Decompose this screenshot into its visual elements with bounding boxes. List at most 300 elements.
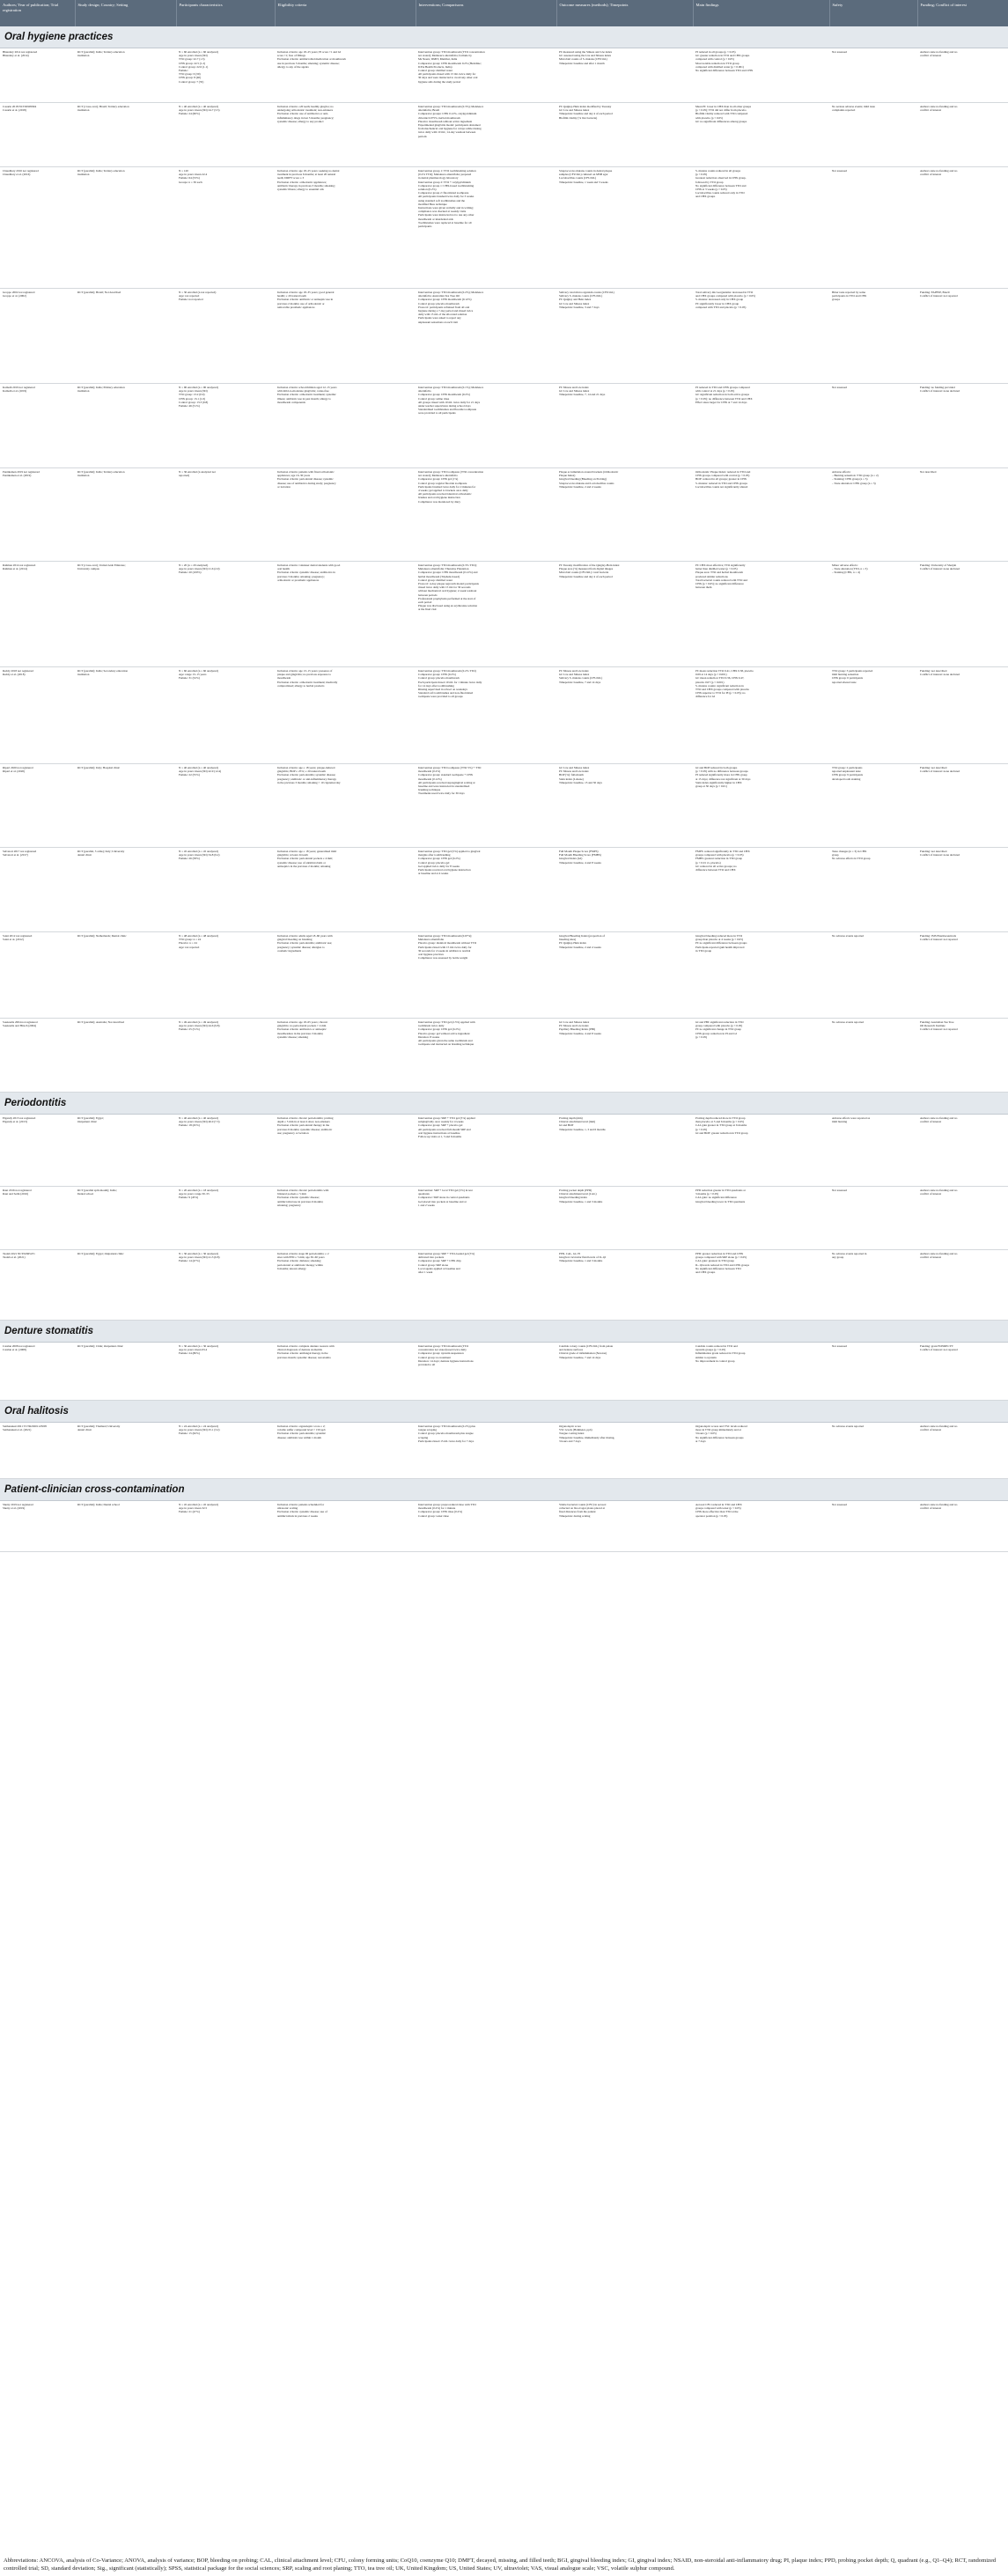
cell-line: oral health (277, 567, 291, 571)
cell-line: pregnancy; antibiotic or anti-inflammatory therapy (277, 776, 337, 781)
cell-line: Control group: saline rinse (418, 396, 450, 401)
cell-line: Funding: grant FONDECYT (920, 1344, 953, 1348)
cell-line: Female: 20 (100%) (179, 570, 202, 575)
section-heading-row (0, 1401, 1008, 1423)
cell-line: institution (77, 673, 90, 677)
cell-line: periodontal or antibiotic therapy within (277, 1262, 323, 1267)
cell-line: Female: 21 (47%) (179, 1510, 200, 1514)
table-cell (693, 848, 829, 932)
cell-line: Timepoints: baseline, 7, 14 and 21 days (559, 393, 606, 397)
section-heading-row (0, 1321, 1008, 1343)
cell-line: Control group: 7 (35) (179, 79, 204, 84)
cell-line: at 15 days; difference not significant at 30 days (695, 776, 751, 781)
cell-line: RCT (parallel); India; Primary education (77, 386, 125, 389)
cell-line: Participants rinsed with 15 mL twice daily for (418, 945, 472, 949)
cell-line: RCT (parallel, 3 arms); Italy; University (77, 850, 125, 853)
table-cell (176, 1250, 275, 1321)
cell-line: RCT (parallel); Egypt; Outpatient clinic (77, 1252, 124, 1255)
cell-line: compliance was checked at weekly visits (418, 210, 467, 214)
cell-line: Exclusion criteria: systemic disease; antibiotics in (277, 570, 335, 575)
table-body (0, 26, 1008, 1552)
cell-line: Authors state no funding and no (920, 105, 958, 108)
cell-line: Funding: not described (920, 669, 947, 673)
cell-line: Organoleptic scores and VSC levels reduced (695, 1424, 747, 1428)
column-header: Authors; Year of publication; Trial registration (0, 0, 75, 26)
cell-line: Participants rinsed 15 mL twice daily for 7 days (418, 1439, 475, 1443)
cell-line: Salivary total microorganism counts (CFU/mL) (559, 291, 614, 294)
cell-line: Intervention group: TTO mouthwash (0.2% TTO) (418, 669, 476, 673)
cell-line: group at 30 days (p < 0.01) (695, 784, 727, 789)
table-cell (556, 764, 693, 848)
cell-line: Age in years: mean (SD) 42.9 (12.4) (179, 769, 222, 774)
cell-line: plaque and gingivitis; no previous exposure to (277, 673, 331, 677)
table-cell (176, 1343, 275, 1401)
cell-line: CHX group: 9 participants (832, 773, 864, 777)
cell-line: Adverse effects were reported as (832, 1116, 871, 1120)
cell-line: PI: Quigley and Hein index (559, 298, 592, 302)
cell-line: Shetty 2019 not registered (3, 1503, 33, 1506)
cell-line: Conflict of interest: not reported (920, 1348, 958, 1352)
cell-line: Control group: 13.3 (0.8) (179, 400, 209, 404)
cell-line: All participants given the same toothbrush and (418, 1039, 473, 1043)
cell-line: Comparator group: CHX mouthwash (0.12%) (418, 298, 472, 302)
column-header: Interventions; Comparisons (416, 0, 556, 26)
table-cell (75, 764, 176, 848)
cell-line: between periods (418, 592, 438, 597)
table-cell (176, 932, 275, 1019)
table-cell (176, 1423, 275, 1479)
cell-line: concentration not stated) used twice daily (418, 1348, 467, 1352)
cell-line: Inclusion criteria: organoleptic score ≥ 2; (277, 1424, 326, 1428)
cell-line: PI: Quigley-Hein index modified by Turesky (559, 105, 612, 108)
table-cell (829, 667, 917, 764)
cell-line: in the previous 3 months; smoking > 10 cigarettes/day (277, 780, 341, 784)
cell-line: difference for GI (695, 695, 716, 699)
table-cell (275, 1019, 416, 1093)
cell-line: Ripari et al. (2020) (3, 769, 26, 774)
table-cell (693, 562, 829, 667)
cell-line: systemic disease; allergy to any product (277, 119, 324, 123)
cell-line: ultrasonic scaling (277, 1506, 298, 1511)
cell-line: Compliance was assessed by bottle weight (418, 956, 468, 960)
cell-line: – Taste alteration (TTO, n = 3) (832, 567, 868, 571)
cell-line: N = 20 (n = 20 analyzed) (179, 563, 209, 567)
cell-line: Plaque area (%) measured from digital images (559, 567, 614, 571)
cell-line: Exclusion criteria: use of antibiotics or anti- (277, 112, 329, 116)
table-cell (829, 562, 917, 667)
cell-line: Greatest reduction observed in CHX group, (695, 176, 747, 180)
cell-line: RCT (parallel); Thailand; University (77, 1424, 121, 1428)
table-cell (829, 468, 917, 562)
cell-line: conflict of interest (920, 54, 942, 58)
cell-line: without mechanical oral hygiene; 2-week washout (418, 589, 477, 593)
table-cell (556, 1019, 693, 1093)
cell-line: RCT (parallel); India; Tertiary education (77, 470, 125, 474)
cell-line: Plaque was disclosed using an erythrosine solution (418, 604, 478, 608)
cell-line: institution (77, 54, 90, 58)
cell-line: No adverse effects in TTO group (832, 857, 871, 861)
cell-line: GI: significant reduction in both active groups (695, 393, 749, 397)
cell-line: Total bacterial counts reduced with TTO and (695, 578, 747, 582)
table-cell (917, 48, 1008, 103)
cell-line: Chaudhary et al. (2016) (3, 173, 31, 177)
cell-line: CHX group: 6 participants (832, 676, 864, 681)
cell-line: Organoleptic score (559, 1424, 581, 1428)
table-cell (917, 103, 1008, 167)
cell-line: Female: 15 (62%) (179, 1432, 200, 1436)
cell-line: compared with distilled water (p < 0.001) (695, 64, 744, 69)
cell-line: samples (CFU/mL) cultured on MSB agar (559, 173, 608, 177)
cell-line: cosmetic ingredients (277, 948, 302, 953)
cell-line: Age in years: mean (SD) 34.8 (9.2) (179, 853, 220, 857)
table-cell (556, 1343, 693, 1401)
cell-line: TTO group: 2 participants (832, 766, 863, 769)
table-cell (0, 764, 75, 848)
cell-line: Intervention group: TTO mouthwash (0.67%); (418, 934, 473, 938)
cell-line: institution (77, 173, 90, 177)
cell-line: Inclusion criteria: chronic periodontitis; probing (277, 1116, 334, 1120)
table-cell (176, 167, 275, 289)
cell-line: CHX superior to TTO for PI (p < 0.05); no (695, 691, 746, 696)
cell-line: Female: (179, 69, 188, 73)
cell-line: Biofilm vitality (% live bacteria) (559, 115, 598, 120)
cell-line: Exclusion criteria: antibiotic or antiseptic use in (277, 298, 334, 302)
cell-line: twice daily with 10 mL; 14-day washout between (418, 130, 476, 135)
table-cell (75, 1187, 176, 1250)
cell-line: PI: measured using the Silness and Löe index (559, 50, 612, 54)
table-cell (0, 1187, 75, 1250)
cell-line: compared with TTO and placebo (p < 0.05) (695, 305, 747, 309)
cell-line: PI: CHX most effective; TTO significantly (695, 563, 746, 567)
table-cell (917, 1019, 1008, 1093)
cell-line: Exclusion criteria: diabetes; smoking; (277, 1259, 321, 1263)
table-cell (917, 848, 1008, 932)
cell-line: PPD reduction greater in TTO quadrants at (695, 1189, 746, 1192)
cell-line: Timepoints: baseline and day 4 of each period (559, 574, 613, 578)
cell-line: Raut and Sethi (2016) (3, 1192, 29, 1196)
cell-line: clinical diagnosis of denture stomatitis (277, 1348, 322, 1352)
cell-line: Intervention group: TTO mouthwash (TTO concentration (418, 50, 485, 54)
cell-line: and CHX groups compared with placebo (p < 0.05) (695, 294, 755, 298)
section-title: Periodontitis (0, 1093, 1008, 1115)
table-cell (693, 1019, 829, 1093)
cell-line: Gel placed into pockets at baseline and at (418, 1199, 467, 1203)
table-cell (556, 667, 693, 764)
cell-line: Age in years: mean (SD) 24.7 (3.5) (179, 108, 220, 113)
cell-line: (0.2% TTO); Melaleuca alternifolia; prepared (418, 173, 472, 177)
cell-line: Rinsing supervised in school on weekdays (418, 688, 467, 692)
cell-line: reported unpleasant taste (832, 769, 861, 774)
cell-line: Not assessed (832, 50, 847, 54)
cell-line: Compliance was monitored by diary (418, 499, 460, 504)
cell-line: N = 120 (179, 169, 188, 173)
cell-line: Timepoints: baseline, 3 and 7 days (559, 305, 600, 309)
table-cell (275, 764, 416, 848)
cell-line: Intervention group: SRP + TTO-loaded gel (5%) (418, 1252, 475, 1255)
cell-line: Ripari 2020 not registered (3, 766, 33, 769)
table-cell (693, 103, 829, 167)
cell-line: Soukoulis and Hirsch (2004) (3, 1024, 37, 1028)
cell-line: Probing depth reduced more in TTO group (695, 1116, 746, 1120)
cell-line: conflict of interest (920, 173, 942, 177)
table-cell (176, 468, 275, 562)
table-cell (416, 1250, 556, 1321)
cell-line: Age in years: mean (SD) 21.6 (2.0) (179, 567, 220, 571)
cell-line: Female: 9 (45%) (179, 1196, 199, 1200)
cell-line: in dental pharmacology laboratory (418, 176, 459, 180)
cell-line: N = 20 enrolled (n = 18 analyzed) (179, 1189, 218, 1192)
table-row (0, 932, 1008, 1019)
cell-line: hygiene during a 7-day period and rinsed twice (418, 309, 474, 313)
cell-line: Female: 31 (52%) (179, 676, 200, 681)
cell-line: reported altered taste (832, 680, 857, 684)
cell-line: PI reduced in all groups (p < 0.05) (695, 50, 736, 54)
cell-line: Female: 46 (51%) (179, 404, 200, 408)
cell-line: (p < 0.05); TTO did not differ from placebo (695, 108, 747, 113)
cell-line: Female: 18 (45%) (179, 1123, 200, 1128)
cell-line: Outpatient clinic (77, 1120, 98, 1124)
table-cell (556, 562, 693, 667)
cell-line: from mechanical oral hygiene for 4 days while rinsing (418, 127, 482, 131)
cell-line: Comparator group: CHX mouthwash 0.2% (Hexidine; (418, 61, 482, 65)
cell-line: CHX groups compared with control (p < 0.05) (695, 474, 750, 478)
cell-line: Casarin 2018 NCT02905994 (3, 105, 37, 108)
cell-line: unpleasant sensations at each visit (418, 320, 459, 324)
cell-line: Comparator group: CHX gel (0.2%) (418, 1027, 460, 1032)
cell-line: No significant difference between TTO (695, 1266, 741, 1270)
cell-line: PI: no significant difference between groups (695, 941, 747, 946)
cell-line: Authors state no funding and no (920, 1116, 958, 1120)
cell-line: Control group: placebo gel (418, 860, 450, 865)
column-header: Study design; Country; Setting (75, 0, 176, 26)
cell-line: mild burning (832, 1120, 848, 1124)
table-cell (693, 289, 829, 384)
cell-line: use in previous 3 months; smoking; systemic disease; (277, 61, 340, 65)
cell-line: Exclusion criteria: orthodontic treatment; systemic (277, 393, 336, 397)
cell-line: N = 48 enrolled (n = 48 analyzed) (179, 934, 218, 938)
section-title: Oral halitosis (0, 1401, 1008, 1423)
cell-line: placebo 0.07 (p < 0.001) (695, 680, 725, 684)
cell-line: Inclusion criteria: chronic periodontitis with (277, 1189, 329, 1192)
table-cell (917, 1501, 1008, 1552)
cell-line: Microbial counts of S. mutans (CFU/mL) (559, 57, 607, 62)
cell-line: Inclusion criteria: age ≥ 18 years; plaque-induced (277, 766, 335, 769)
cell-line: periods (418, 134, 427, 138)
cell-line: Female: 24 (60%) (179, 112, 200, 116)
table-cell (176, 48, 275, 103)
cell-line: inflammatory drugs in last 3 months; pregnancy; (277, 115, 335, 120)
cell-line: Funding: not described (920, 766, 947, 769)
cell-line: Female: not reported (179, 298, 203, 302)
cell-line: GI: mean reduction TTO 0.36, CHX 0.47, (695, 676, 745, 681)
cell-line: (p < 0.05) (695, 173, 708, 177)
cell-line: Bhandary 2014 not registered (3, 50, 38, 54)
cell-line: toothbrush twice daily (418, 1024, 445, 1028)
cell-line: oral hygiene instructions at baseline (418, 1130, 460, 1135)
cell-line: Authors state no funding and no (920, 1503, 958, 1506)
cell-line: PI: Silness and Löe index (559, 669, 589, 673)
cell-line: S. mutans: decreased only in CHX group (695, 298, 744, 302)
table-cell (829, 1343, 917, 1401)
table-cell (556, 1187, 693, 1250)
table-cell (75, 103, 176, 167)
cell-line: Orthodontic Plaque Index: reduced in TTO and (695, 470, 751, 474)
cell-line: with control at 21 days (p < 0.05) (695, 389, 735, 394)
table-cell (556, 48, 693, 103)
cell-line: 0.09 at 14 days (p < 0.001) (695, 673, 727, 677)
cell-line: Female: 25 (51%) (179, 1027, 200, 1032)
cell-line: GI and PBI: significant reduction in TTO (695, 1020, 744, 1024)
cell-line: Chaudhary 2016 not registered (3, 169, 39, 173)
cell-line: conflict of interest (920, 1120, 942, 1124)
cell-line: Inclusion criteria: schoolchildren aged 12–15 years (277, 386, 337, 389)
cell-line: Comparator group: CHX gel (0.2%) (418, 857, 460, 861)
table-cell (0, 1501, 75, 1552)
cell-line: No serious adverse events; mild taste (832, 105, 875, 108)
cell-line: for 14 days after toothbrushing (418, 683, 454, 688)
cell-line: N = 90 enrolled (n = 90 analyzed) (179, 386, 218, 389)
table-cell (829, 764, 917, 848)
table-cell (275, 562, 416, 667)
cell-line: herbal mouthwash (Triphala-based) (418, 574, 460, 578)
cell-line: Intervention group: TTO mouthwash (0.3%); Melaleuca (418, 105, 484, 108)
cell-line: conflict of interest (920, 108, 942, 113)
table-cell (416, 103, 556, 167)
cell-line: Inclusion criteria: complete denture wearers with (277, 1344, 335, 1348)
cell-line: All groups rinsed with 10 mL twice daily for 21 days (418, 400, 481, 404)
cell-line: mild burning sensation (832, 673, 859, 677)
table-cell (75, 1423, 176, 1479)
cell-line: Intervention group: TTO mouthwash (0.2%) plus (418, 1424, 475, 1428)
cell-line: Raut 2016 not registered (3, 1189, 32, 1192)
table-cell (275, 1501, 416, 1552)
cell-line: Funding: FAPESP, Brazil (920, 291, 950, 294)
cell-line: University campus (77, 567, 99, 571)
cell-line: All participants rinsed with 15 mL twice daily for (418, 72, 476, 77)
table-cell (829, 848, 917, 932)
cell-line: conflict of interest (920, 1506, 942, 1511)
table-cell (416, 1187, 556, 1250)
cell-line: mouthwash or interdental aids (418, 217, 453, 221)
cell-line: Inclusion criteria: volunteer dental students with good (277, 563, 341, 567)
table-row (0, 1423, 1008, 1479)
table-cell (0, 562, 75, 667)
cell-line: Age: not reported (179, 294, 200, 298)
cell-line: Timepoints: baseline, immediately after rinsing, (559, 1435, 615, 1439)
cell-line: Gingival bleeding (Bleeding on Probing) (559, 477, 607, 482)
cell-line: Control group: distilled water (418, 578, 453, 582)
cell-line: Salivary S. mutans counts (CFU/mL) (559, 676, 603, 681)
column-header: Main findings (693, 0, 829, 26)
cell-line: Protocol: 4-day plaque regrowth model; participants (418, 582, 479, 586)
cell-line: Salivary S. mutans counts (CFU/mL) (559, 294, 603, 298)
cell-line: GI and BOP reduced in both groups (695, 766, 738, 769)
cell-line: Lactobacillus counts not significantly altered (695, 484, 748, 489)
table-cell (176, 562, 275, 667)
table-cell (176, 667, 275, 764)
table-cell (275, 1423, 416, 1479)
cell-line: Catalan 2008 not registered (3, 1344, 35, 1348)
table-cell (275, 468, 416, 562)
cell-line: Inclusion criteria: adults aged 18–60 years with (277, 934, 333, 938)
cell-line: Control group: water rinse (418, 1513, 449, 1518)
cell-line: TTO and CHX groups compared with placebo (695, 688, 750, 692)
cell-line: any group (832, 1255, 844, 1260)
cell-line: Duration: 14 days; denture hygiene instructions (418, 1358, 474, 1363)
cell-line: Female: 26 (58%) (179, 857, 200, 861)
table-cell (75, 384, 176, 468)
cell-line: Inclusion criteria: age 18–25 years; seeking no dental (277, 169, 340, 173)
cell-line: Funding: University of Sharjah (920, 563, 957, 567)
table-cell (693, 167, 829, 289)
column-header: Funding; Conflict of interest (917, 0, 1008, 26)
table-cell (829, 1250, 917, 1321)
table-cell (693, 932, 829, 1019)
cell-line: RCT (parallel); India; Tertiary education (77, 169, 125, 173)
cell-line: No improvement in control group (695, 1358, 735, 1363)
cell-line: N = 40 enrolled (n = 40 analyzed) (179, 766, 218, 769)
cell-line: followed by TTO group (695, 180, 724, 184)
cell-line: use; pregnancy or lactation (277, 1130, 309, 1135)
cell-line: Conflict of interest: none declared (920, 389, 960, 394)
cell-line: FMPS: reduced significantly in TTO and CHX (695, 850, 750, 853)
cell-line: N = 30 enrolled (n = 30 analyzed) (179, 1344, 218, 1348)
cell-line: RCT (cross-over); Brazil; Tertiary education (77, 105, 129, 108)
cell-line: Timepoints: baseline, 2 and 4 weeks (559, 945, 601, 949)
cell-line: Satthanakul 2021 TCTR20201125005 (3, 1424, 48, 1428)
table-cell (0, 848, 75, 932)
cell-line: participants in TTO and CHX (832, 294, 867, 298)
table-cell (556, 1250, 693, 1321)
cell-line: Gingival crevicular fluid levels of IL-1β (559, 1255, 607, 1260)
table-cell (275, 384, 416, 468)
cell-line: not stated); Melaleuca alternifolia; formula by (418, 54, 472, 58)
cell-line: Stain index (Lobene) (559, 776, 584, 781)
table-cell (275, 289, 416, 384)
table-cell (0, 103, 75, 167)
cell-line: Intervention group: TTO mouthwash (0.1%); Melaleuca (418, 386, 484, 389)
table-cell (0, 1343, 75, 1401)
cell-line: Inclusion criteria: patients with fixed orthodontic (277, 470, 335, 474)
cell-line: Reddy et al. (2018) (3, 673, 26, 677)
table-cell (556, 384, 693, 468)
table-cell (829, 384, 917, 468)
table-cell (0, 1250, 75, 1321)
cell-line: Comparator group: CHX rinse (0.2%) (418, 1510, 463, 1514)
cell-line: with mild-to-moderate gingivitis; caries-free (277, 389, 329, 394)
cell-line: disease; antibiotic use within 1 month (277, 1435, 321, 1439)
cell-line: PI: no significant change in TTO group (695, 1027, 741, 1032)
cell-line: Shetty et al. (2019) (3, 1506, 26, 1511)
cell-line: GI: Löe and Silness index (559, 1020, 590, 1024)
cell-line: S. mutans counts: significant reduction in (695, 683, 744, 688)
table-cell (416, 1423, 556, 1479)
cell-line: between them (695, 585, 712, 590)
cell-line: PI: Quigley-Hein index (559, 941, 586, 946)
table-cell (176, 1115, 275, 1187)
cell-line: Conflict of interest: not reported (920, 1027, 958, 1032)
cell-line: Melaleuca alternifolia (418, 938, 445, 942)
cell-line: Exclusion criteria: periodontitis; systemic (277, 1432, 327, 1436)
cell-line: Intervention group: TTO gel (2.5%) applied with (418, 1020, 475, 1024)
cell-line: margins after toothbrushing (418, 853, 451, 857)
cell-line: gingival bleeding on brushing (277, 938, 313, 942)
table-cell (693, 1187, 829, 1250)
cell-line: Aerosol CFU reduced in TTO and CHX (695, 1503, 742, 1506)
cell-line: Participant-reported gum health improved (695, 945, 745, 949)
cell-line: CHX more effective than TTO at the (695, 1510, 739, 1514)
cell-line: Rahman 2014 not registered (3, 563, 36, 567)
